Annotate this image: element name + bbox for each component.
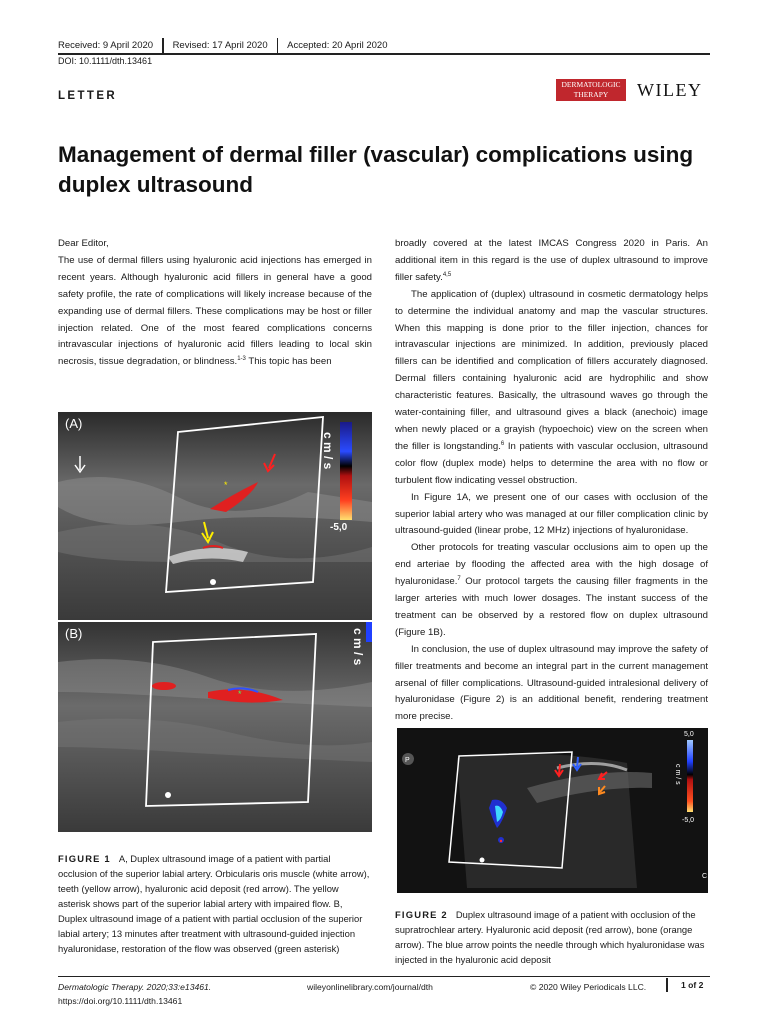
doi-link[interactable]: https://doi.org/10.1111/dth.13461 (58, 996, 183, 1006)
figure-2-ultrasound (397, 728, 708, 893)
scale-min-label: -5,0 (330, 522, 348, 533)
article-title (58, 140, 698, 200)
figure-1a-ultrasound (58, 412, 372, 620)
paragraph-text: Other protocols for treating vascular occlusions aim to open up the end arteriae by flooding the affected area with the high dosage of hyaluronidase. (395, 542, 708, 588)
paragraph-text: broadly covered at the latest IMCAS Congress 2020 in Paris. An additional item in this regard is the use of duplex ultrasound to improve filler safety. (395, 238, 708, 283)
footer-rule (58, 976, 710, 977)
right-column (395, 236, 708, 726)
color-scale-bar (687, 740, 693, 812)
left-column (58, 236, 372, 371)
scale-unit: c m / s (321, 432, 335, 470)
scale-unit: c m / s (674, 764, 681, 785)
citation-ref[interactable]: 7 (457, 575, 461, 582)
paragraph: In Figure 1A, we present one of our cases with occlusion of the superior labial artery who was managed at our filler complication clinic by ultrasound-guided (linear probe, 12 MHz) injections of hyaluronidase. (395, 491, 708, 537)
color-scale-bar (340, 422, 352, 520)
publisher-logo: WILEY (637, 80, 703, 100)
paragraph-text: The use of dermal fillers using hyaluronic acid injections has emerged in recent years. Although hyaluronic acid fillers in general have a good safety profile, the rate of complications will likely increase because of the expanding use of dermal fillers. These complications may be host or filler injection related. One of the most feared complications concerns intravascular injections of hyaluronic acid fillers leading to local skin necrosis, tissue degradation, or blindness. (58, 254, 372, 368)
citation-ref[interactable]: 6 (500, 440, 505, 447)
divider (666, 978, 668, 992)
scale-unit: c m / s (351, 628, 365, 666)
caption-text: Duplex ultrasound image of a patient with occlusion of the supratrochlear artery. Hyaluronic acid deposit (red arrow), bone (orange arrow). The blue arrow points the needle through which hyaluronidase was injected in the hyaluronic acid deposit (395, 909, 705, 965)
accepted-date: Accepted: 20 April 2020 (287, 40, 388, 51)
paragraph (395, 287, 708, 490)
footer-citation (58, 980, 211, 1008)
scale-max-label: 5,0 (684, 731, 694, 738)
color-scale-bar (366, 622, 372, 642)
article-dates (58, 38, 396, 53)
journal-logo (556, 79, 626, 101)
salutation: Dear Editor, (58, 238, 109, 249)
caption-label: FIGURE 2 (395, 909, 448, 920)
title-line-2: duplex ultrasound (58, 172, 254, 197)
figure-2-caption (395, 907, 708, 967)
copyright: © 2020 Wiley Periodicals LLC. (530, 982, 647, 992)
figure-1b-ultrasound (58, 622, 372, 832)
paragraph: In conclusion, the use of duplex ultrasound may improve the safety of filler treatments and become an integral part in the current management arsenal of filler complications. Ultrasound-guided intralesional delivery of hyaluronidase (Figure 2) is an additional benefit, rendering treatment more precise. (395, 643, 708, 723)
figure-1b-image (58, 622, 372, 832)
header-rule (58, 53, 710, 55)
figure-1a-image (58, 412, 372, 620)
paragraph-text: This topic has been (245, 356, 332, 368)
revised-date: Revised: 17 April 2020 (172, 40, 268, 51)
journal-logo-line2: THERAPY (573, 90, 609, 99)
asterisk-marker: * (238, 689, 242, 699)
scale-min-label: -5,0 (682, 817, 695, 824)
probe-marker: P (405, 757, 410, 764)
figure-1-caption (58, 851, 372, 956)
paragraph (395, 540, 708, 641)
asterisk-marker: * (224, 480, 228, 490)
panel-a-label: (A) (65, 416, 83, 431)
paragraph-text: The application of (duplex) ultrasound in cosmetic dermatology helps to determine the individual anatomy and map the vascular structures. When this mapping is done prior to the filler injection, chances for intravascular injections are minimized. In addition, previously placed fillers can be identified and complication of fillers accurately diagnosed. Dermal fillers containing hyaluronic acid are hydrophilic and show characteristic features. Basically, the ultrasound waves go through the water-containing filler, and ultrasound gives a black (anechoic) image when newly placed or a grayish (hypoechoic) view on the screen when the filler is longstanding. (395, 288, 708, 452)
received-date: Received: 9 April 2020 (58, 40, 154, 51)
caption-label: FIGURE 1 (58, 853, 111, 864)
citation-ref[interactable]: 4,5 (442, 271, 452, 278)
journal-citation: Dermatologic Therapy. 2020;33:e13461. (58, 982, 212, 992)
title-line-1: Management of dermal filler (vascular) complications using (58, 142, 694, 167)
journal-url[interactable]: wileyonlinelibrary.com/journal/dth (307, 982, 433, 992)
panel-b-label: (B) (65, 626, 83, 641)
journal-logo-line1: DERMATOLOGIC (561, 80, 621, 89)
paragraph-text: Our protocol targets the causing filler fragments in the larger arteries with much lower dosages. The instant success of the treatment can be observed by a restored flow on duplex ultrasound (Figure 1B). (395, 576, 708, 638)
corner-mark: C (702, 873, 708, 880)
paragraph-text: In patients with vascular occlusion, ultrasound color flow (duplex mode) helps to determine the area with no flow or turbulent flow indicating vessel obstruction. (395, 440, 708, 486)
section-label: LETTER (58, 90, 118, 102)
paragraph (395, 236, 708, 287)
caption-text: A, Duplex ultrasound image of a patient with partial occlusion of the superior labial artery. Orbicularis oris muscle (white arrow), teeth (yellow arrow), hyaluronic acid deposit (red arrow). The yellow asterisk shows part of the superior labial artery with impaired flow. B, Duplex ultrasound image of a patient with partial occlusion of the superior labial artery; 13 minutes after treatment with ultrasound-guided injection hyaluronidase, restoration of the flow was observed (green asterisk) (58, 853, 370, 954)
paragraph (58, 253, 372, 371)
page-number: 1 of 2 (681, 980, 704, 990)
article-doi[interactable]: DOI: 10.1111/dth.13461 (58, 56, 153, 66)
figure-2-image (397, 728, 708, 893)
citation-ref[interactable]: 1-3 (237, 356, 246, 363)
